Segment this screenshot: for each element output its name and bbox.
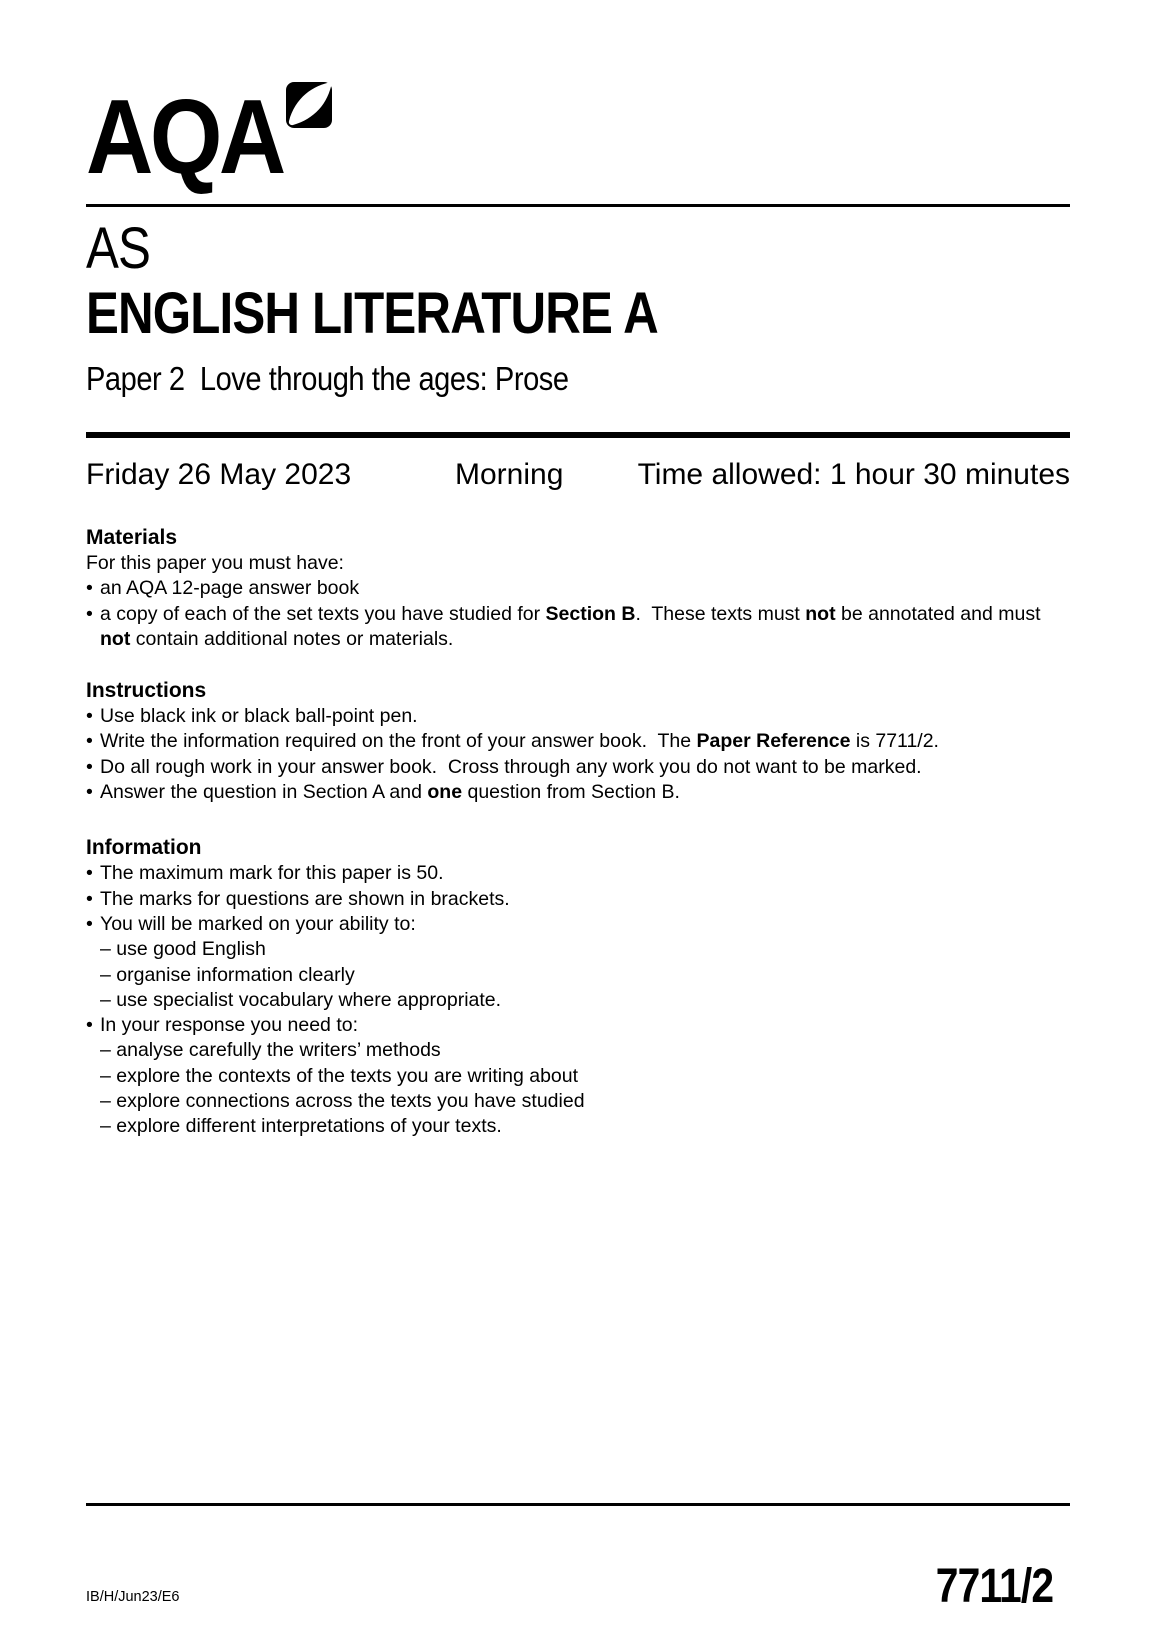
front-page-content bbox=[86, 525, 1070, 1166]
bullet-marker: • bbox=[86, 862, 93, 885]
aqa-logo-text: AQA bbox=[86, 78, 283, 196]
section-heading: Information bbox=[86, 836, 202, 860]
session-row bbox=[86, 457, 1070, 497]
sub-item: – explore different interpretations of your texts. bbox=[100, 1115, 502, 1138]
aqa-leaf-icon bbox=[286, 82, 332, 128]
bullet-item bbox=[86, 704, 1070, 729]
bullet-marker: • bbox=[86, 755, 93, 778]
bullet-item bbox=[86, 755, 1070, 780]
bullet-list bbox=[86, 576, 1070, 652]
bullet-marker: • bbox=[86, 781, 93, 804]
sub-item: – use good English bbox=[100, 938, 266, 961]
bullet-item bbox=[86, 887, 1070, 912]
divider-title bbox=[86, 432, 1070, 438]
bullet-item bbox=[86, 861, 1070, 886]
section-intro: For this paper you must have: bbox=[86, 552, 344, 574]
exam-date: Friday 26 May 2023 bbox=[86, 458, 352, 491]
section-heading: Instructions bbox=[86, 679, 207, 703]
time-allowed: Time allowed: 1 hour 30 minutes bbox=[637, 458, 1070, 491]
bullet-marker: • bbox=[86, 1014, 93, 1037]
paper-subtitle: Paper 2 Love through the ages: Prose bbox=[86, 360, 569, 397]
bullet-text: Use black ink or black ball-point pen. bbox=[100, 705, 418, 728]
bullet-item bbox=[86, 729, 1070, 754]
bullet-text: In your response you need to: – analyse carefully the writers’ methods – explore the contexts of the texts you are writing about – explore connections across the texts you have studied – explore different interpretations of your texts. bbox=[100, 1013, 1070, 1139]
bullet-text: The maximum mark for this paper is 50. bbox=[100, 862, 444, 885]
sub-item: – use specialist vocabulary where appropriate. bbox=[100, 988, 502, 1011]
bullet-item bbox=[86, 602, 1070, 653]
section-instructions bbox=[86, 678, 1070, 805]
divider-bottom bbox=[86, 1503, 1070, 1506]
print-code: IB/H/Jun23/E6 bbox=[86, 1589, 180, 1605]
aqa-logo bbox=[86, 78, 310, 196]
section-materials bbox=[86, 525, 1070, 652]
paper-reference-code: 7711/2 bbox=[935, 1560, 1053, 1613]
bullet-text: Answer the question in Section A and one question from Section B. bbox=[100, 781, 680, 804]
bullet-marker: • bbox=[86, 730, 93, 753]
bullet-text: a copy of each of the set texts you have studied for Section B. These texts must not be annotated and must not contain additional notes or materials. bbox=[100, 602, 1046, 650]
sub-item: – explore connections across the texts you have studied bbox=[100, 1090, 585, 1113]
bullet-marker: • bbox=[86, 602, 93, 625]
bullet-list bbox=[86, 704, 1070, 805]
section-heading: Materials bbox=[86, 526, 178, 549]
bullet-text: Do all rough work in your answer book. Cross through any work you do not want to be marked. bbox=[100, 755, 922, 778]
bullet-text: The marks for questions are shown in brackets. bbox=[100, 887, 510, 910]
bullet-text: You will be marked on your ability to: – use good English – organise information clearly – use specialist vocabulary where appropriate. bbox=[100, 912, 1070, 1013]
divider-top bbox=[86, 204, 1070, 207]
bullet-marker: • bbox=[86, 912, 93, 935]
bullet-list bbox=[86, 861, 1070, 1139]
bullet-marker: • bbox=[86, 887, 93, 910]
bullet-item bbox=[86, 1013, 1070, 1139]
section-information bbox=[86, 835, 1070, 1139]
bullet-item bbox=[86, 780, 1070, 805]
bullet-item bbox=[86, 576, 1070, 601]
title-block bbox=[86, 216, 1070, 346]
bullet-text: an AQA 12-page answer book bbox=[100, 577, 360, 600]
bullet-text: Write the information required on the front of your answer book. The Paper Reference is 7711/2. bbox=[100, 730, 939, 753]
bullet-item bbox=[86, 912, 1070, 1013]
subject-title: ENGLISH LITERATURE A bbox=[86, 281, 658, 346]
bullet-marker: • bbox=[86, 705, 93, 728]
qualification-level: AS bbox=[86, 216, 151, 281]
sub-item: – organise information clearly bbox=[100, 963, 355, 986]
exam-session: Morning bbox=[455, 458, 564, 491]
sub-item: – explore the contexts of the texts you are writing about bbox=[100, 1064, 579, 1087]
sub-item: – analyse carefully the writers’ methods bbox=[100, 1039, 441, 1062]
bullet-marker: • bbox=[86, 577, 93, 600]
